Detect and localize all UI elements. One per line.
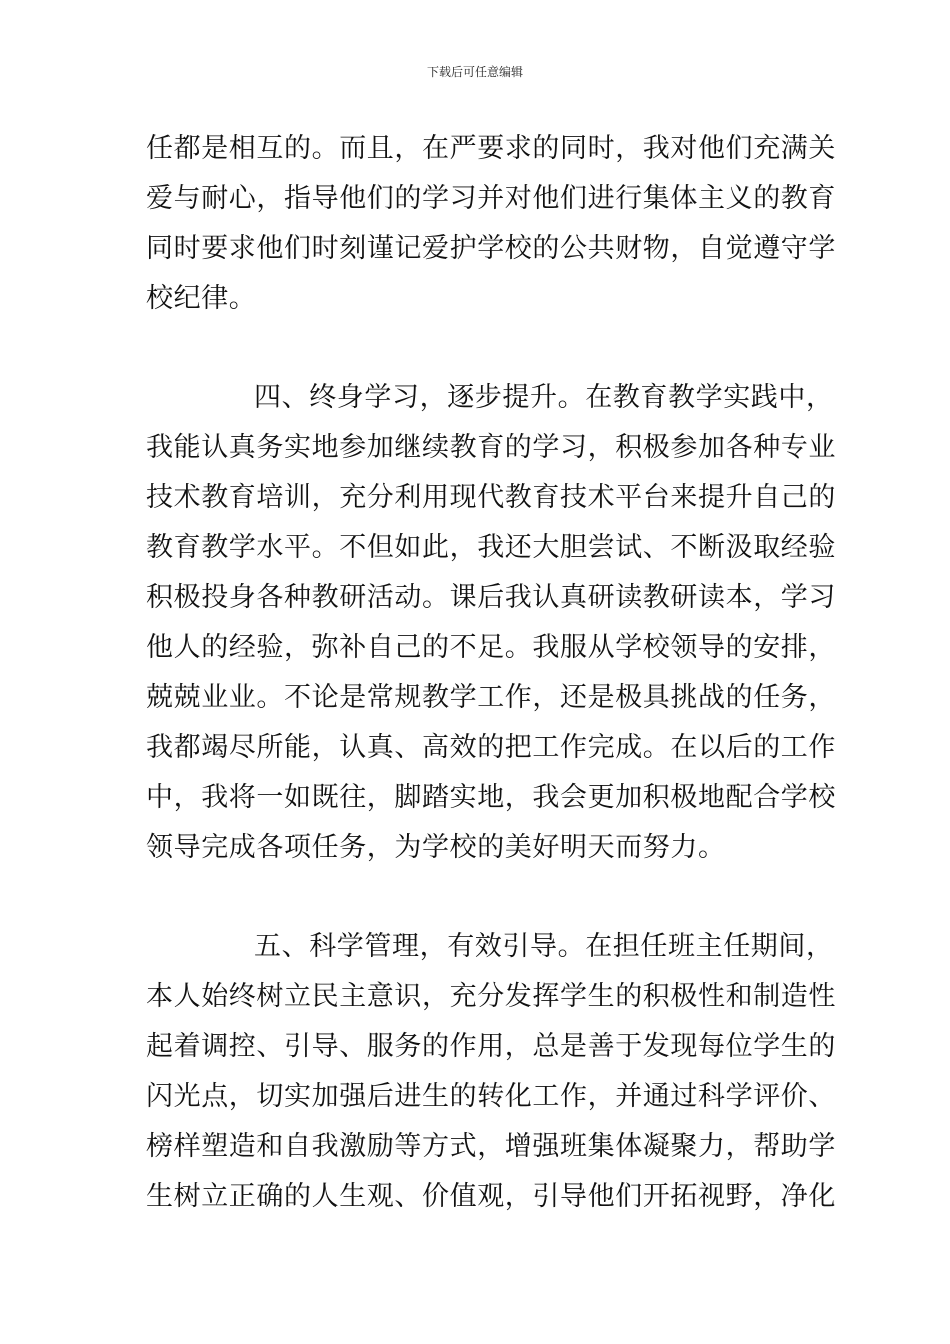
text-line: 本人始终树立民主意识，充分发挥学生的积极性和制造性 <box>146 981 836 1012</box>
text-line: 同时要求他们时刻谨记爱护学校的公共财物，自觉遵守学 <box>146 233 836 264</box>
text-line: 教育教学水平。不但如此，我还大胆尝试、不断汲取经验 <box>146 532 836 563</box>
text-line: 榜样塑造和自我激励等方式，增强班集体凝聚力，帮助学 <box>146 1131 836 1162</box>
text-line: 四、终身学习，逐步提升。在教育教学实践中， <box>254 382 834 413</box>
text-line: 生树立正确的人生观、价值观，引导他们开拓视野，净化 <box>146 1181 836 1212</box>
text-line: 任都是相互的。而且，在严要求的同时，我对他们充满关 <box>146 133 836 164</box>
text-line: 我都竭尽所能，认真、高效的把工作完成。在以后的工作 <box>146 732 836 763</box>
text-line: 校纪律。 <box>146 283 257 314</box>
text-line: 他人的经验，弥补自己的不足。我服从学校领导的安排， <box>146 632 836 663</box>
text-line: 起着调控、引导、服务的作用，总是善于发现每位学生的 <box>146 1031 836 1062</box>
page-header: 下载后可任意编辑 <box>426 65 523 79</box>
text-line: 五、科学管理，有效引导。在担任班主任期间， <box>254 931 834 962</box>
text-line: 领导完成各项任务，为学校的美好明天而努力。 <box>146 832 726 863</box>
text-line: 闪光点，切实加强后进生的转化工作，并通过科学评价、 <box>146 1081 836 1112</box>
text-line: 积极投身各种教研活动。课后我认真研读教研读本，学习 <box>146 582 836 613</box>
text-line: 技术教育培训，充分利用现代教育技术平台来提升自己的 <box>146 482 836 513</box>
text-line: 我能认真务实地参加继续教育的学习，积极参加各种专业 <box>146 432 836 463</box>
text-line: 爱与耐心，指导他们的学习并对他们进行集体主义的教育 <box>146 183 836 214</box>
text-line: 中，我将一如既往，脚踏实地，我会更加积极地配合学校 <box>146 782 836 813</box>
text-line: 兢兢业业。不论是常规教学工作，还是极具挑战的任务， <box>146 682 836 713</box>
